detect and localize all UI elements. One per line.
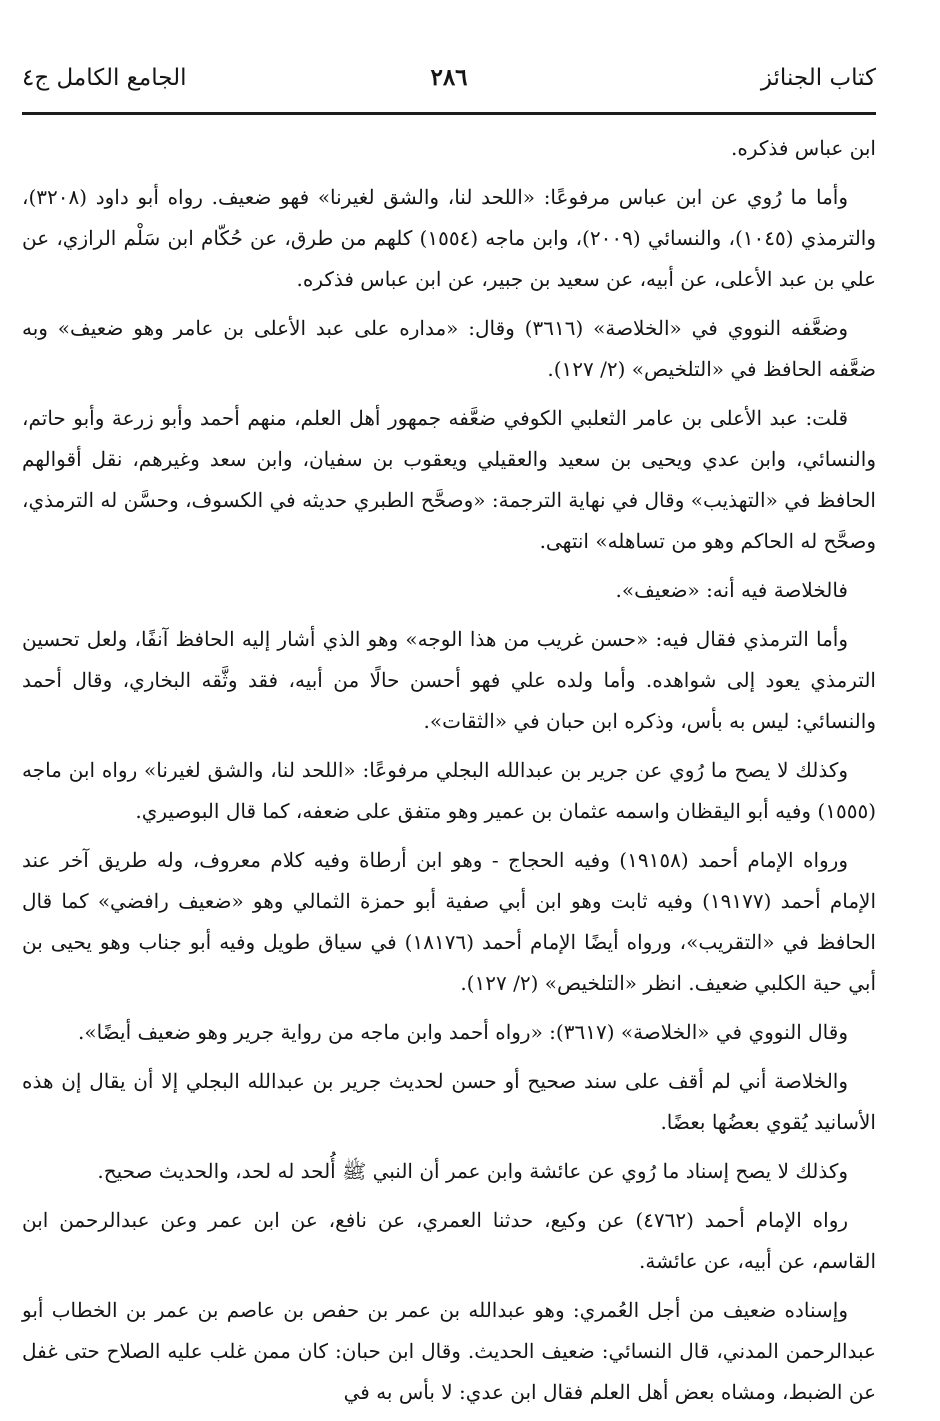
body-paragraph: رواه الإمام أحمد (٤٧٦٢) عن وكيع، حدثنا العمري، عن نافع، عن ابن عمر وعن عبدالرحمن ابن القاسم، عن أبيه، عن عائشة. — [22, 1208, 876, 1273]
book-page — [22, 0, 877, 1404]
page-header — [22, 58, 876, 106]
body-paragraph: فالخلاصة فيه أنه: «ضعيف». — [615, 578, 848, 602]
page-number: ٢٨٦ — [430, 64, 468, 91]
body-paragraph: وإسناده ضعيف من أجل العُمري: وهو عبدالله بن عمر بن حفص بن عاصم بن عمر بن الخطاب أبو عبدالرحمن المدني، قال النسائي: ضعيف الحديث. وقال ابن حبان: كان ممن غلب عليه الصلاح حتى غفل عن الضبط، ومشاه بعض أهل العلم فقال ابن عدي: لا بأس به في — [22, 1298, 876, 1404]
body-paragraph: قلت: عبد الأعلى بن عامر الثعلبي الكوفي ضعَّفه جمهور أهل العلم، منهم أحمد وأبو زرعة وأبو حاتم، والنسائي، وابن عدي ويحيى بن سعيد والعقيلي ويعقوب بن سفيان، وابن سعد وغيرهم، نقل أقوالهم الحافظ في «التهذيب» وقال في نهاية الترجمة: «وصحَّح الطبري حديثه في الكسوف، وحسَّن له الترمذي، وصحَّح له الحاكم وهو من تساهله» انتهى. — [22, 406, 876, 553]
body-paragraph: ابن عباس فذكره. — [731, 136, 876, 160]
body-paragraph: وقال النووي في «الخلاصة» (٣٦١٧): «رواه أحمد وابن ماجه من رواية جرير وهو ضعيف أيضًا». — [77, 1020, 848, 1044]
body-paragraph: وأما ما رُوي عن ابن عباس مرفوعًا: «اللحد لنا، والشق لغيرنا» فهو ضعيف. رواه أبو داود (٣٢٠٨)، والترمذي (١٠٤٥)، والنسائي (٢٠٠٩)، وابن ماجه (١٥٥٤) كلهم من طرق، عن حُكّام ابن سَلْم الرازي، عن علي بن عبد الأعلى، عن أبيه، عن سعيد بن جبير، عن ابن عباس فذكره. — [22, 185, 877, 291]
body-paragraph: وكذلك لا يصح إسناد ما رُوي عن عائشة وابن عمر أن النبي ﷺ أُلحد له لحد، والحديث صحيح. — [97, 1159, 848, 1183]
header-rule — [22, 112, 876, 115]
body-paragraph: وأما الترمذي فقال فيه: «حسن غريب من هذا الوجه» وهو الذي أشار إليه الحافظ آنفًا، ولعل تحسين الترمذي يعود إلى شواهده. وأما ولده علي فهو أحسن حالًا من أبيه، فقد وثَّقه البخاري، وقال أحمد والنسائي: ليس به بأس، وذكره ابن حبان في «الثقات». — [22, 627, 876, 733]
body-paragraph: وضعَّفه النووي في «الخلاصة» (٣٦١٦) وقال: «مداره على عبد الأعلى بن عامر وهو ضعيف» وبه ضعَّفه الحافظ في «التلخيص» (٢/ ١٢٧). — [22, 316, 876, 381]
body-paragraph: والخلاصة أني لم أقف على سند صحيح أو حسن لحديث جرير بن عبدالله البجلي إلا أن يقال إن هذه الأسانيد يُقوي بعضُها بعضًا. — [22, 1069, 876, 1134]
running-title-book: الجامع الكامل ج٤ — [22, 65, 187, 91]
body-paragraph: وكذلك لا يصح ما رُوي عن جرير بن عبدالله البجلي مرفوعًا: «اللحد لنا، والشق لغيرنا» رواه ابن ماجه (١٥٥٥) وفيه أبو اليقظان واسمه عثمان بن عمير وهو متفق على ضعفه، كما قال البوصيري. — [22, 758, 876, 823]
running-title-chapter: كتاب الجنائز — [760, 65, 876, 91]
body-paragraph: ورواه الإمام أحمد (١٩١٥٨) وفيه الحجاج - وهو ابن أرطاة وفيه كلام معروف، وله طريق آخر عند الإمام أحمد (١٩١٧٧) وفيه ثابت وهو ابن أبي صفية أبو حمزة الثمالي وهو «ضعيف رافضي» كما قال الحافظ في «التقريب»، ورواه أيضًا الإمام أحمد (١٨١٧٦) في سياق طويل وفيه أبو جناب وهو يحيى بن أبي حية الكلبي ضعيف. انظر «التلخيص» (٢/ ١٢٧). — [22, 848, 876, 995]
body-text — [22, 128, 876, 1421]
